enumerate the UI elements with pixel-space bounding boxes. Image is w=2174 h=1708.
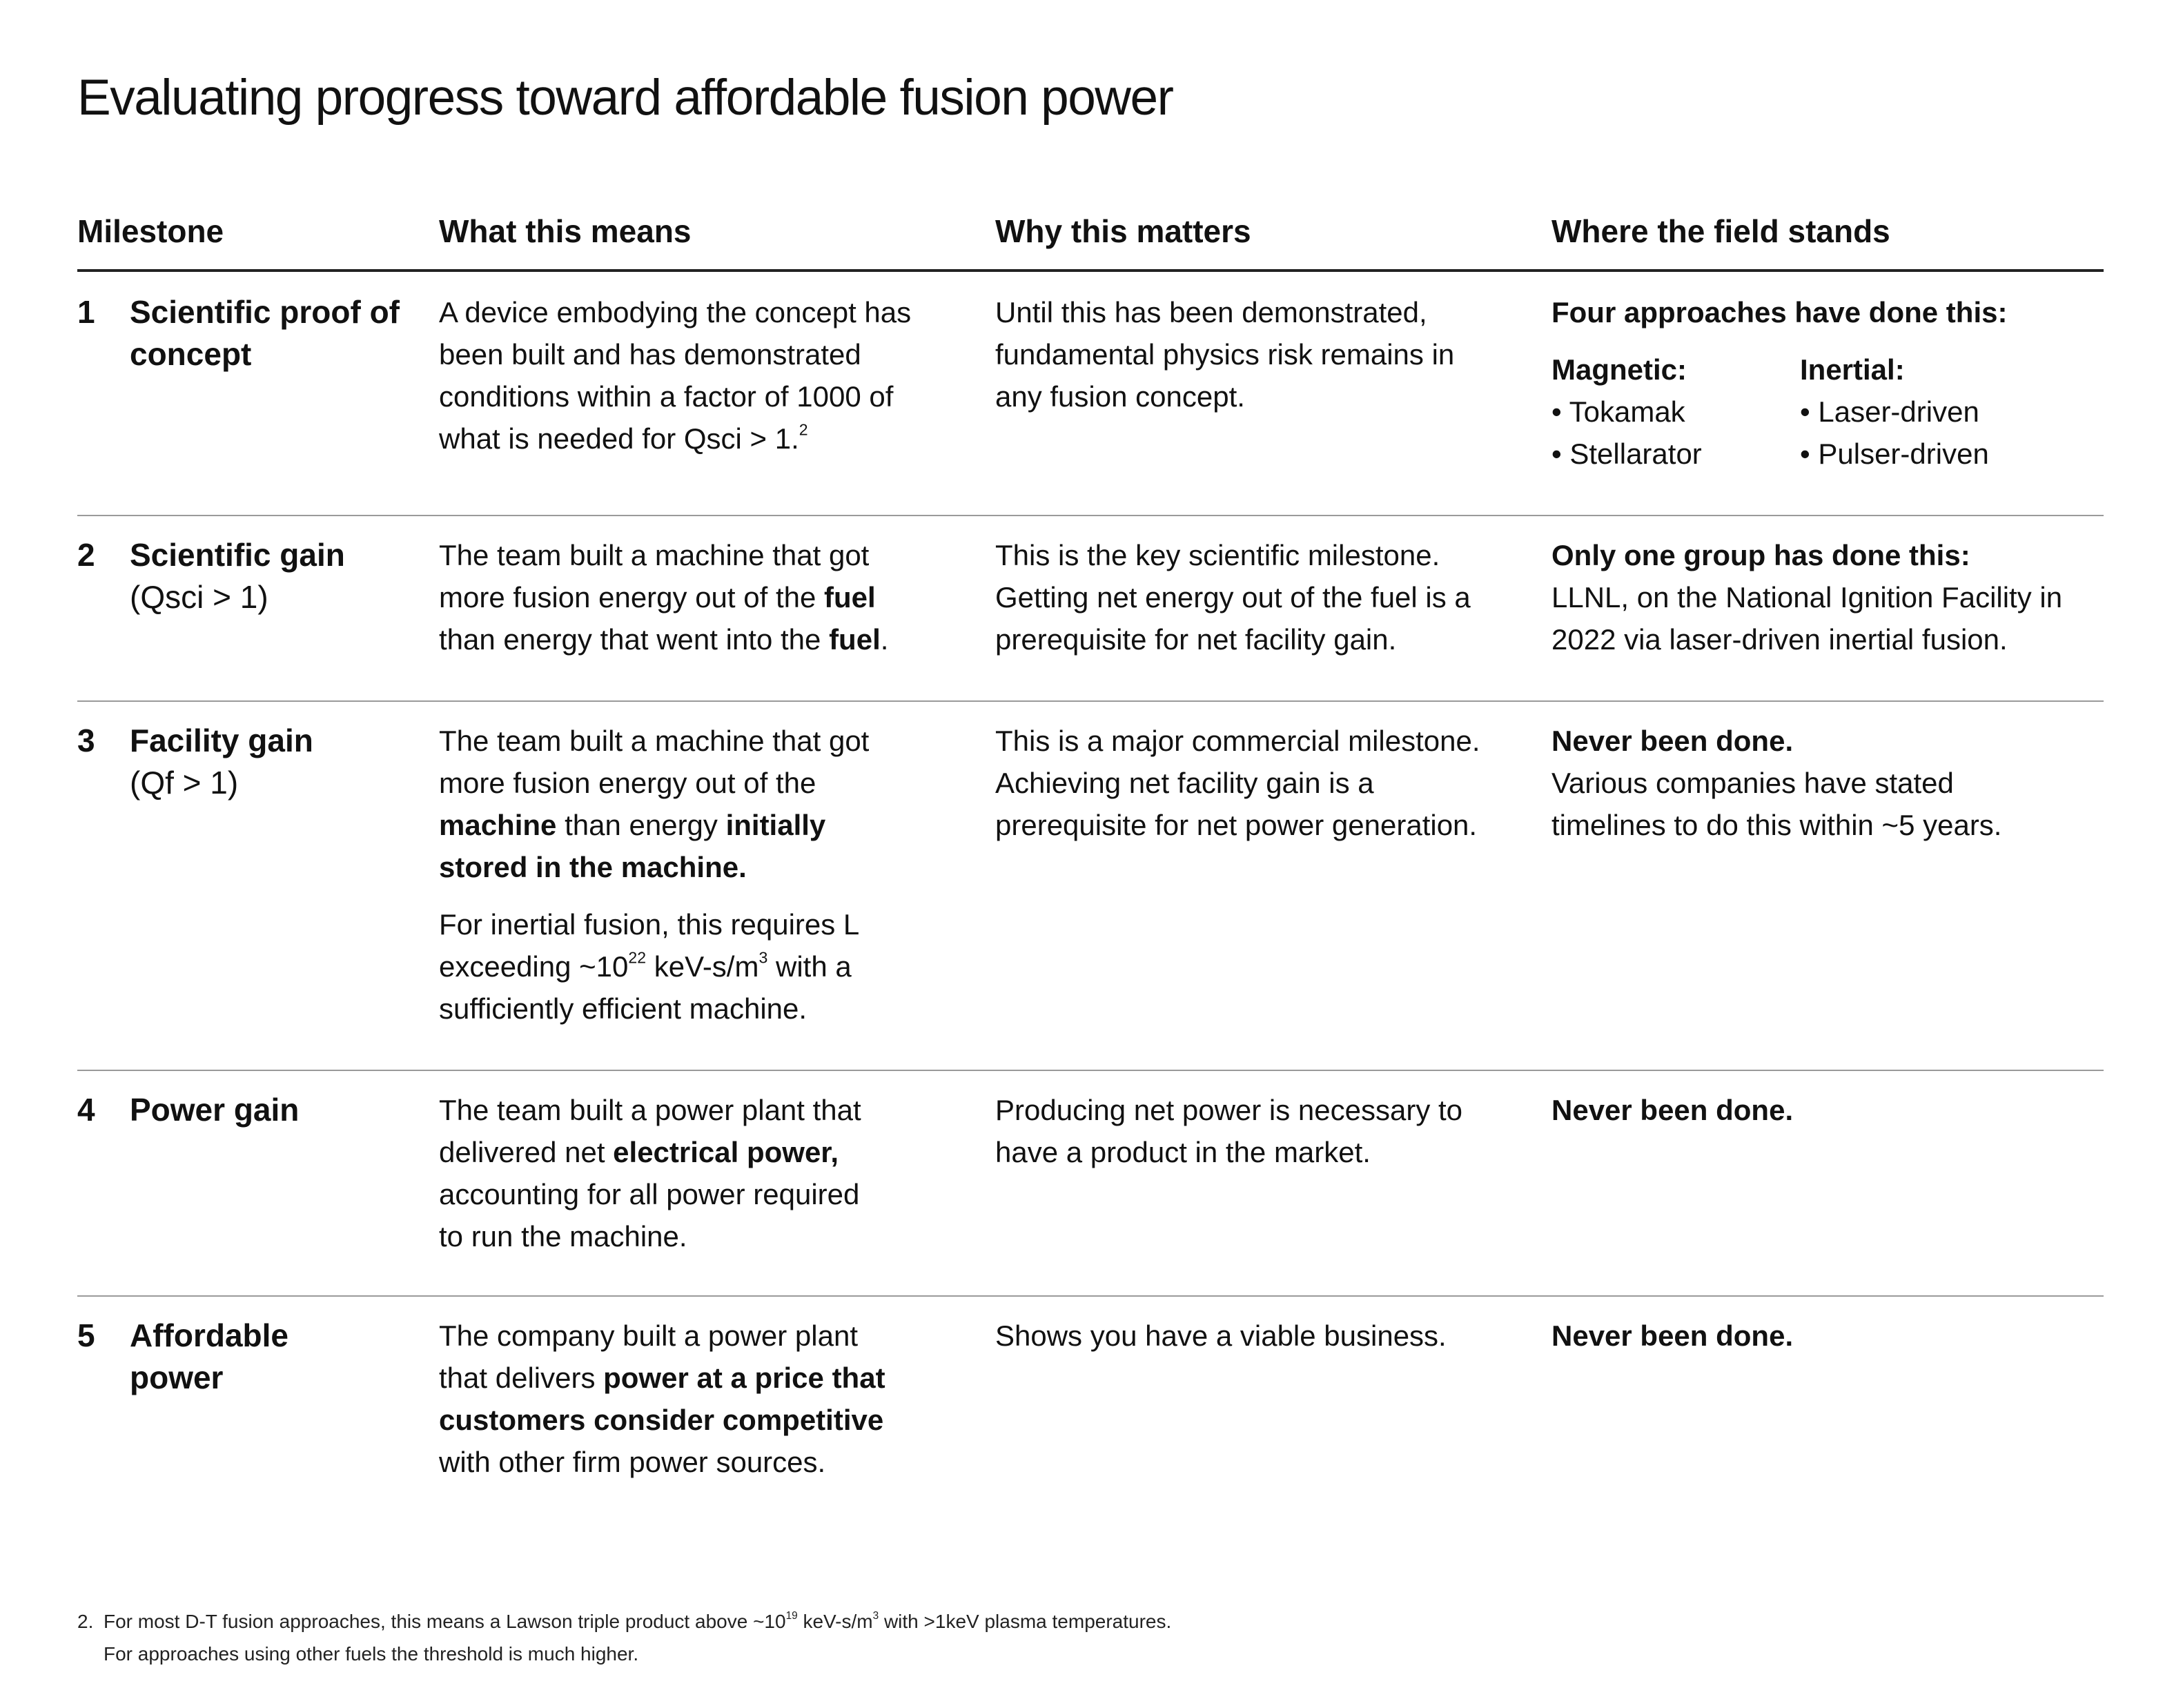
meaning-text: The company built a power plant that delivers <box>439 1319 859 1394</box>
meaning-text: A device embodying the concept has been built and has demonstrated conditions within a factor of 1000 of what is needed for Qsci > 1. <box>439 296 912 455</box>
stands-text: LLNL, on the National Ignition Facility in 2022 via laser-driven inertial fusion. <box>1551 581 2063 656</box>
row-number: 3 <box>77 723 95 758</box>
approach-item: • Pulser-driven <box>1800 438 1989 470</box>
row-divider <box>77 700 2104 702</box>
superscript: 19 <box>785 1609 798 1622</box>
meaning-text: The team built a machine that got more fusion energy out of the <box>439 725 870 799</box>
row-number: 4 <box>77 1092 95 1128</box>
stands-text: Various companies have stated timelines to do this within ~5 years. <box>1551 767 2002 841</box>
approach-group-inertial <box>1800 349 1989 475</box>
footnote-text: keV-s/m <box>797 1611 873 1632</box>
stands-cell <box>1551 534 2097 660</box>
meaning-cell <box>439 1315 894 1483</box>
approach-item: • Laser-driven <box>1800 395 1979 428</box>
stands-lead: Never been done. <box>1551 1094 1794 1126</box>
milestone-subtitle: (Qsci > 1) <box>130 579 268 615</box>
meaning-text: . <box>880 623 889 656</box>
approach-group-magnetic <box>1551 349 1702 475</box>
meaning-emphasis: initially stored in the machine. <box>439 809 826 883</box>
stands-lead: Never been done. <box>1551 725 1794 757</box>
footnote-text: with >1keV plasma temperatures. <box>879 1611 1172 1632</box>
approach-heading: Inertial: <box>1800 353 1905 386</box>
meaning-text: For inertial fusion, this requires L exceeding ~10 <box>439 908 859 983</box>
row-number: 5 <box>77 1317 95 1353</box>
footnote-line: For approaches using other fuels the threshold is much higher. <box>104 1643 639 1665</box>
meaning-paragraph <box>439 903 922 1030</box>
column-header-meaning: What this means <box>439 213 692 249</box>
matters-cell: Until this has been demonstrated, fundamental physics risk remains in any fusion concept. <box>995 296 1455 413</box>
meaning-paragraph <box>439 720 922 888</box>
superscript: 3 <box>872 1609 879 1622</box>
stands-lead: Four approaches have done this: <box>1551 296 2008 328</box>
meaning-emphasis: fuel <box>829 623 881 656</box>
header-divider <box>77 269 2104 272</box>
meaning-text: keV-s/m <box>646 950 759 983</box>
milestone-title: Affordable power <box>130 1317 288 1395</box>
meaning-text: The team built a power plant that delivered net <box>439 1094 861 1168</box>
meaning-text: with other firm power sources. <box>439 1446 826 1478</box>
page-title: Evaluating progress toward affordable fusion power <box>77 70 1173 126</box>
meaning-cell <box>439 720 922 1030</box>
footnote-line <box>77 1605 1171 1638</box>
milestone-cell <box>130 1315 358 1399</box>
approach-heading: Magnetic: <box>1551 353 1687 386</box>
matters-cell: Shows you have a viable business. <box>995 1319 1447 1352</box>
milestone-cell <box>130 534 413 618</box>
milestone-subtitle: (Qf > 1) <box>130 765 239 801</box>
approach-item: • Stellarator <box>1551 438 1702 470</box>
meaning-text: The team built a machine that got more fusion energy out of the <box>439 539 870 613</box>
column-header-stands: Where the field stands <box>1551 213 1890 249</box>
milestone-title: Facility gain <box>130 723 313 758</box>
meaning-cell <box>439 534 922 660</box>
row-divider <box>77 515 2104 516</box>
row-divider <box>77 1070 2104 1071</box>
row-number: 1 <box>77 294 95 330</box>
matters-cell: This is a major commercial milestone. Achieving net facility gain is a prerequisite for net power generation. <box>995 725 1480 841</box>
footnote <box>77 1605 1171 1670</box>
stands-lead: Never been done. <box>1551 1319 1794 1352</box>
milestone-title: Power gain <box>130 1092 300 1128</box>
superscript: 3 <box>758 948 768 967</box>
approach-item: • Tokamak <box>1551 395 1685 428</box>
footnote-ref: 2 <box>799 420 808 439</box>
stands-lead: Only one group has done this: <box>1551 539 1970 571</box>
meaning-emphasis: fuel <box>824 581 876 613</box>
matters-cell: Producing net power is necessary to have a product in the market. <box>995 1094 1463 1168</box>
footnote-text: For most D-T fusion approaches, this means a Lawson triple product above ~10 <box>104 1611 786 1632</box>
meaning-text: than energy that went into the <box>439 623 830 656</box>
matters-cell: This is the key scientific milestone. Getting net energy out of the fuel is a prerequisite for net facility gain. <box>995 539 1471 656</box>
stands-cell <box>1551 720 2035 846</box>
milestone-cell <box>130 291 413 375</box>
row-divider <box>77 1295 2104 1297</box>
meaning-text: than energy <box>556 809 726 841</box>
footnote-number: 2. <box>77 1611 94 1632</box>
meaning-emphasis: machine <box>439 809 557 841</box>
meaning-text: accounting for all power required to run the machine. <box>439 1178 860 1253</box>
meaning-emphasis: power at a price that customers consider competitive <box>439 1362 885 1436</box>
meaning-cell <box>439 1089 881 1257</box>
superscript: 22 <box>628 948 647 967</box>
milestone-cell <box>130 720 413 804</box>
milestone-title: Scientific proof of concept <box>130 294 400 372</box>
meaning-emphasis: electrical power, <box>613 1136 839 1168</box>
meaning-cell <box>439 291 936 460</box>
column-header-matters: Why this matters <box>995 213 1251 249</box>
stands-cell <box>1551 291 2104 484</box>
meaning-text: with a sufficiently efficient machine. <box>439 950 852 1025</box>
row-number: 2 <box>77 537 95 573</box>
milestone-cell <box>130 1089 413 1131</box>
column-header-milestone: Milestone <box>77 213 224 249</box>
milestone-title: Scientific gain <box>130 537 345 573</box>
